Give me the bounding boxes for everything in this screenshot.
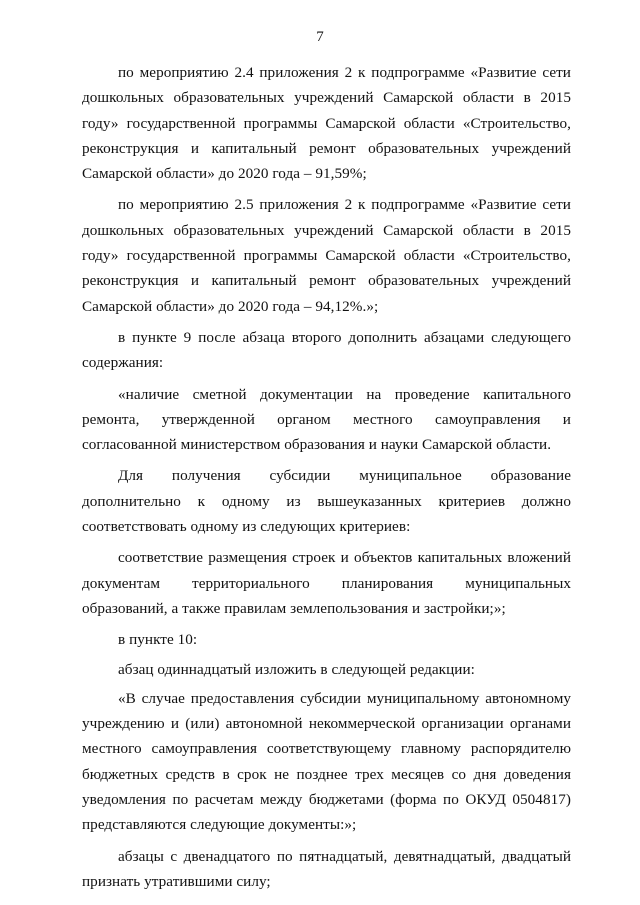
paragraph-repealed-clauses: абзацы с двенадцатого по пятнадцатый, девятнадцатый, двадцатый признать утратившими силу;: [82, 847, 571, 890]
paragraph-measure-2-4: по мероприятию 2.4 приложения 2 к подпрограмме «Развитие сети дошкольных образовательных учреждений Самарской области в 2015 году» государственной программы Самарской области «Строительство, реконструкция и капитальный ремонт образовательных учреждений Самарской области» до 2020 года – 91,59%;: [82, 64, 571, 183]
paragraph-compliance: соответствие размещения строек и объектов капитальных вложений документам территориального планирования муниципальных образований, а также правилам землепользования и застройки;»;: [82, 549, 571, 617]
page-number: 7: [316, 29, 324, 45]
paragraph-autonomous-institution: «В случае предоставления субсидии муниципальному автономному учреждению и (или) автономной некоммерческой организации органами местного самоуправления соответствующему главному распорядителю бюджетных средств в срок не позднее трех месяцев со дня доведения уведомления по расчетам между бюджетами (форма по ОКУД 0504817) представляются следующие документы:»;: [82, 689, 571, 834]
paragraph-eleventh-clause: абзац одиннадцатый изложить в следующей редакции:: [118, 660, 475, 678]
paragraph-point-9: в пункте 9 после абзаца второго дополнить абзацами следующего содержания:: [82, 328, 571, 372]
paragraph-point-10: в пункте 10:: [118, 631, 198, 649]
paragraph-estimate-documentation: «наличие сметной документации на проведение капитального ремонта, утвержденной органом местного самоуправления и согласованной министерством образования и науки Самарской области.: [82, 385, 571, 454]
paragraph-subsidy-criteria: Для получения субсидии муниципальное образование дополнительно к одному из вышеуказанных критериев должно соответствовать одному из следующих критериев:: [82, 467, 571, 536]
paragraph-measure-2-5: по мероприятию 2.5 приложения 2 к подпрограмме «Развитие сети дошкольных образовательных учреждений Самарской области в 2015 году» государственной программы Самарской области «Строительство, реконструкция и капитальный ремонт образовательных учреждений Самарской области» до 2020 года – 94,12%.»;: [82, 196, 571, 315]
document-body: [82, 60, 571, 894]
